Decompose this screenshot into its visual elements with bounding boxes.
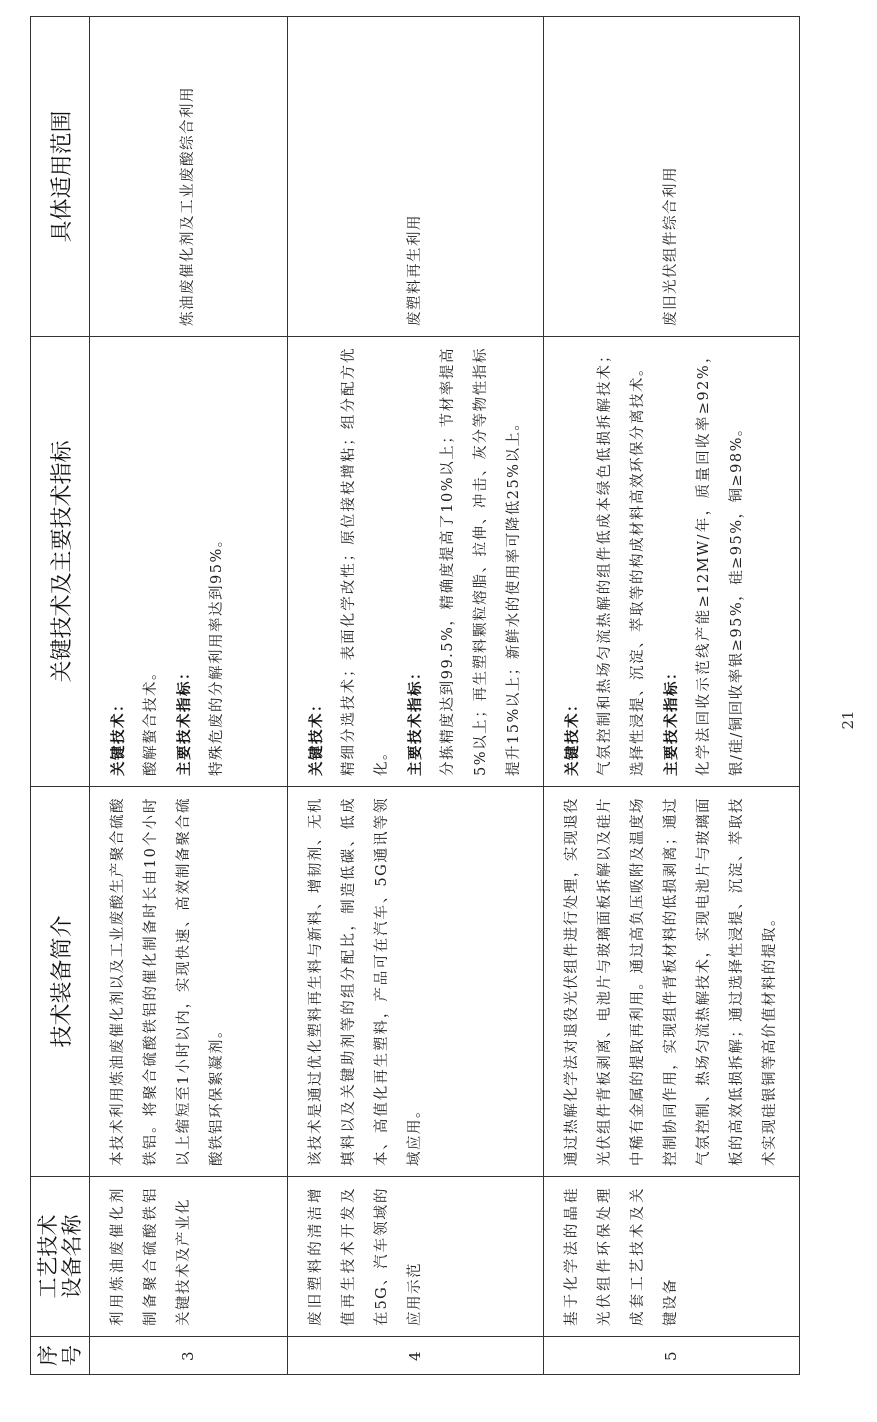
key-tech-text: 气氛控制和热场匀流热解的组件低成本绿色低损拆解技术；选择性浸提、沉淀、萃取等的构成材料高效环保分离技术。 <box>597 347 646 776</box>
key-tech-label: 关键技术： <box>110 696 127 776</box>
header-key: 关键技术及主要技术指标 <box>31 337 90 787</box>
row-intro: 通过热解化学法对退役光伏组件进行处理，实现退役光伏组件背板剥离、电池片与玻璃面板拆解以及硅片中稀有金属的提取再利用。通过高负压吸附及温度场控制协同作用，实现组件背板材料的低损剥离；通过气氛控制、热场匀流热解技术，实现电池片与玻璃面板的高效低损拆解；通过选择性浸提、沉淀、萃取技术实现硅银铜等高价值材料的提取。 <box>544 787 800 1177</box>
row-intro: 该技术是通过优化塑料再生料与新料、增韧剂、无机填料以及关键助剂等的组分配比，制造低碳、低成本、高值化再生塑料，产品可在汽车、5G通讯等领域应用。 <box>288 787 544 1177</box>
indicators-text: 分拣精度达到99.5%，精确度提高了10%以上；节材率提高5%以上；再生塑料颗粒熔脂、拉伸、冲击、灰分等物性指标提升15%以上；新鲜水的使用率可降低25%以上。 <box>440 347 522 776</box>
key-tech-text: 酸解螯合技术。 <box>143 664 159 776</box>
indicators-text: 化学法回收示范线产能≥12MW/年，质量回收率≥92%，银/硅/铜回收率银≥95%，硅≥95%，铜≥98%。 <box>696 347 745 776</box>
key-tech-label: 关键技术： <box>564 696 581 776</box>
row-scope: 废塑料再生利用 <box>288 17 544 337</box>
header-intro: 技术装备简介 <box>31 787 90 1177</box>
technology-table <box>30 16 800 1375</box>
row-name: 基于化学法的晶硅光伏组件环保处理成套工艺技术及关键设备 <box>544 1177 800 1337</box>
row-scope: 废旧光伏组件综合利用 <box>544 17 800 337</box>
row-seq: 5 <box>544 1337 800 1375</box>
table-row <box>544 17 800 1375</box>
page-number: 21 <box>839 710 857 730</box>
row-key <box>288 337 544 787</box>
row-key <box>544 337 800 787</box>
row-key <box>90 337 288 787</box>
row-name: 利用炼油废催化剂制备聚合硫酸铁铝关键技术及产业化 <box>90 1177 288 1337</box>
indicators-label: 主要技术指标： <box>407 664 424 776</box>
header-seq: 序 号 <box>31 1337 90 1375</box>
header-scope: 具体适用范围 <box>31 17 90 337</box>
key-tech-text: 精细分选技术；表面化学改性；原位接枝增粘；组分配方优化。 <box>341 347 390 776</box>
table-row <box>288 17 544 1375</box>
row-intro: 本技术利用炼油废催化剂以及工业废酸生产聚合硫酸铁铝。将聚合硫酸铁铝的催化制备时长由10个小时以上缩短至1小时以内，实现快速、高效制备聚合硫酸铁铝环保絮凝剂。 <box>90 787 288 1177</box>
rotated-table-wrapper <box>30 17 778 1375</box>
header-name: 工艺技术 设备名称 <box>31 1177 90 1337</box>
header-row <box>31 17 90 1375</box>
row-name: 废旧塑料的清洁增值再生技术开发及在5G、汽车领域的应用示范 <box>288 1177 544 1337</box>
row-scope: 炼油废催化剂及工业废酸综合利用 <box>90 17 288 337</box>
table-row <box>90 17 288 1375</box>
key-tech-label: 关键技术： <box>308 696 325 776</box>
row-seq: 3 <box>90 1337 288 1375</box>
indicators-text: 特殊危废的分解利用率达到95%。 <box>209 531 225 776</box>
indicators-label: 主要技术指标： <box>663 664 680 776</box>
row-seq: 4 <box>288 1337 544 1375</box>
indicators-label: 主要技术指标： <box>176 664 193 776</box>
